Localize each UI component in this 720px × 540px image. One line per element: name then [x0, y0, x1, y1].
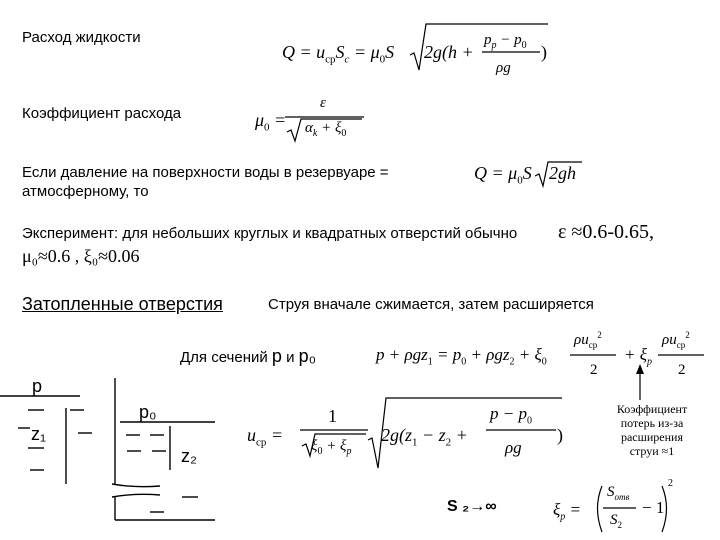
loss-note-arrow-head	[636, 364, 644, 374]
pressure-p0-label: p₀	[139, 402, 157, 422]
pressure-condition-line1: Если давление на поверхности воды в резервуаре =	[22, 164, 389, 181]
loss-coefficient-note: Коэффициент потерь из-за расширения струи ≈1	[616, 402, 688, 458]
discharge-coef-heading: Коэффициент расхода	[22, 105, 182, 122]
height-z2-label: z₂	[181, 446, 197, 466]
jet-upper-line	[112, 484, 160, 487]
height-z1-label: z₁	[31, 424, 47, 444]
loss-coef-right-paren	[662, 486, 667, 532]
atmospheric-formula-root: 2gh	[549, 163, 576, 183]
submerged-orifices-title: Затопленные отверстия	[22, 294, 223, 314]
pressure-p-label: p	[32, 376, 43, 396]
mu-xi-values: μ₀≈0.6 , ξ₀≈0.06	[22, 246, 140, 266]
tank-diagram	[0, 378, 215, 520]
submerged-description: Струя вначале сжимается, затем расширяется	[268, 296, 594, 313]
sections-label: Для сечений p и p₀	[180, 346, 317, 366]
s2-infinity-limit: S ₂→∞	[447, 498, 497, 515]
epsilon-range: ε ≈0.6-0.65,	[558, 221, 655, 243]
discharge-coef-radical	[287, 119, 362, 141]
flow-rate-radical	[410, 24, 548, 70]
flow-rate-heading: Расход жидкости	[22, 29, 141, 46]
experiment-text: Эксперимент: для небольших круглых и квадратных отверстий обычно	[22, 225, 518, 242]
loss-coef-left-paren	[598, 486, 603, 532]
atmospheric-radical	[535, 162, 582, 186]
velocity-outer-radical	[368, 398, 562, 468]
atmospheric-formula: $Q = \mu_0S$	[474, 163, 532, 187]
velocity-inner-radical	[302, 434, 366, 456]
jet-lower-line	[112, 494, 160, 497]
pressure-condition-line2: атмосферному, то	[22, 183, 149, 200]
